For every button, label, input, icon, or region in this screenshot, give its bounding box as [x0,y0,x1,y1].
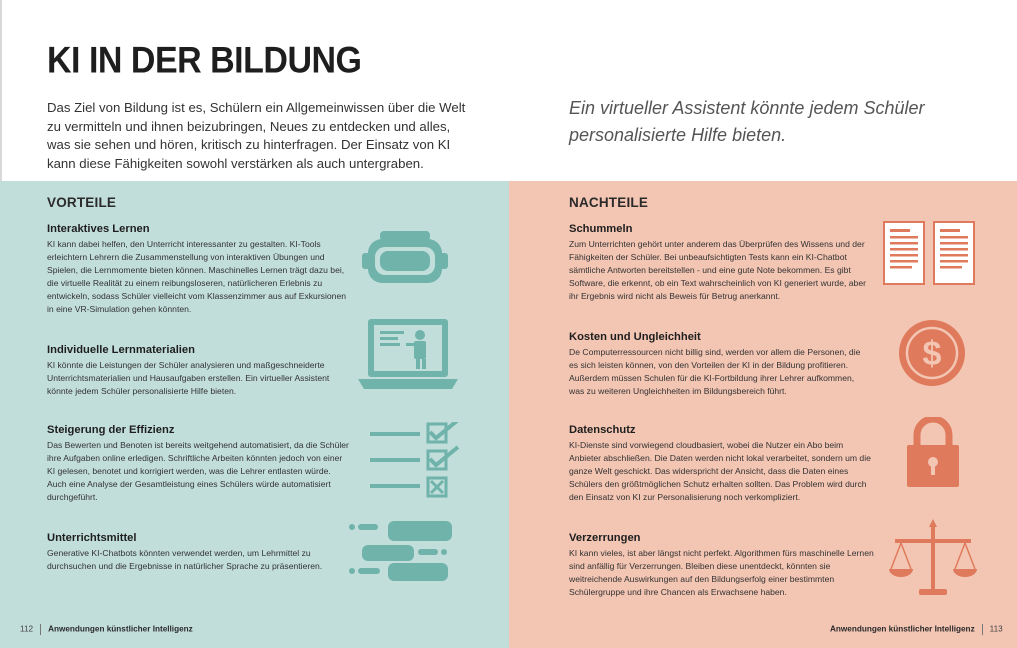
padlock-icon [905,417,961,489]
vorteile-heading: VORTEILE [47,195,117,210]
nachteil-item [569,532,874,599]
nachteile-panel [509,181,1017,648]
page-number-left: 112 [20,624,34,634]
nachteil-item [569,331,869,398]
nachteil-title: Kosten und Ungleichheit [569,331,701,343]
vorteil-text: KI kann dabei helfen, den Unterricht interessanter zu gestalten. KI-Tools erleichtern Lehrern die Zusammenstellung von interaktiven Übungen und Spielen, die Lernmomente bieten können. Maschinelles Lernen trägt dazu bei, die virtuelle Realität zu einem reibungsloseren, natürlicheren Erlebnis zu entwickeln, sodass Schüler vielleicht vom Klassenzimmer aus auf Exkursionen in eine VR-Simulation gehen könnten. [47,239,347,315]
vr-headset-icon [360,229,450,289]
nachteil-title: Schummeln [569,223,633,235]
nachteil-text: KI-Dienste sind vorwiegend cloudbasiert, wobei die Nutzer ein Abo beim Anbieter abschließen. Die Daten werden nicht lokal verarbeitet, sondern um die ganze Welt geschickt. Das widerspricht der Ansicht, dass die Daten eines Schülers den größtmöglichen Schutz erhalten sollten. Das Problem wird durch den Einsatz von KI zur Personalisierung noch verkompliziert. [569,440,871,503]
pull-quote: Ein virtueller Assistent könnte jedem Schüler personalisierte Hilfe bieten. [569,98,925,145]
page-edge [0,0,2,181]
vorteil-text: Generative KI-Chatbots könnten verwendet werden, um Lehrmittel zu durchsuchen und die Ergebnisse in natürlicher Sprache zu präsentieren. [47,548,323,572]
vorteil-item [47,344,347,398]
vorteil-item [47,532,347,573]
dollar-coin-icon [898,319,966,387]
vorteil-item [47,223,347,317]
vorteil-item [47,424,352,504]
nachteile-heading: NACHTEILE [569,195,649,210]
chat-bubbles-icon [348,521,458,583]
vorteil-title: Interaktives Lernen [47,223,150,235]
nachteil-item [569,424,874,504]
vorteile-panel [0,181,509,648]
footer-right-title: Anwendungen künstlicher Intelligenz [830,624,975,634]
nachteil-title: Verzerrungen [569,532,641,544]
nachteil-text: Zum Unterrichten gehört unter anderem das Überprüfen des Wissens und der Fähigkeiten der Schüler. Bei unbeaufsichtigten Tests kann ein KI-Chatbot sämtliche Antworten bereitstellen - und eine gute Note bekommen. Es gibt Software, die erkennt, ob ein Text wahrscheinlich von KI generiert wurde, aber ihr Ergebnis wird nicht als Beweis für Betrug anerkannt. [569,239,866,302]
footer-left-title: Anwendungen künstlicher Intelligenz [48,624,193,634]
footer-right [830,624,1003,635]
intro-text: Das Ziel von Bildung ist es, Schülern ein Allgemeinwissen über die Welt zu vermitteln und ihnen beizubringen, Neues zu entdecken und alles, was sie sehen und hören, kritisch zu hinterfragen. Der Einsatz von KI kann diese Fähigkeiten sowohl verstärken als auch untergraben. [47,100,466,171]
vorteil-title: Steigerung der Effizienz [47,424,175,436]
scales-icon [887,517,979,599]
nachteil-title: Datenschutz [569,424,636,436]
vorteil-title: Individuelle Lernmaterialien [47,344,195,356]
nachteil-text: De Computerressourcen nicht billig sind, werden vor allem die Personen, die es sich leisten können, von den Vorteilen der KI in der Bildung profitieren. Außerdem müssen Schulen für die KI-Fortbildung ihrer Lehrer aufkommen, was zu weiteren Ungleichheiten im Bildungsbereich führt. [569,347,861,397]
documents-icon [883,221,979,287]
vorteil-text: Das Bewerten und Benoten ist bereits weitgehend automatisiert, da die Schüler ihre Aufgaben online erledigen. Schriftliche Arbeiten könnten jedoch von einer KI gelesen, benotet und korrigiert werden, was die Lehrer entlasten würde. Auch eine Analyse der Gesamtleistung eines Schülers würde automatisiert durchgeführt. [47,440,349,503]
vorteil-text: KI könnte die Leistungen der Schüler analysieren und maßgeschneiderte Unterrichtsmaterialien und Hausaufgaben erstellen. Ein virtueller Assistent könnte jedem Schüler personalisierte Hilfe bieten. [47,360,330,397]
laptop-teacher-icon [356,317,460,395]
checklist-icon [370,422,462,502]
svg-text:$: $ [922,335,942,373]
nachteil-item [569,223,869,303]
nachteil-text: KI kann vieles, ist aber längst nicht perfekt. Algorithmen fürs maschinelle Lernen sind anfällig für Verzerrungen. Bleiben diese unentdeckt, könnten sie weitreichende Auswirkungen auf den Bildungserfolg einer bestimmten Schülergruppe und ihre Chancen als Erwachsene haben. [569,548,874,598]
page-title: KI IN DER BILDUNG [47,40,362,82]
footer-left [20,624,193,635]
vorteil-title: Unterrichtsmittel [47,532,137,544]
page-number-right: 113 [989,624,1003,634]
